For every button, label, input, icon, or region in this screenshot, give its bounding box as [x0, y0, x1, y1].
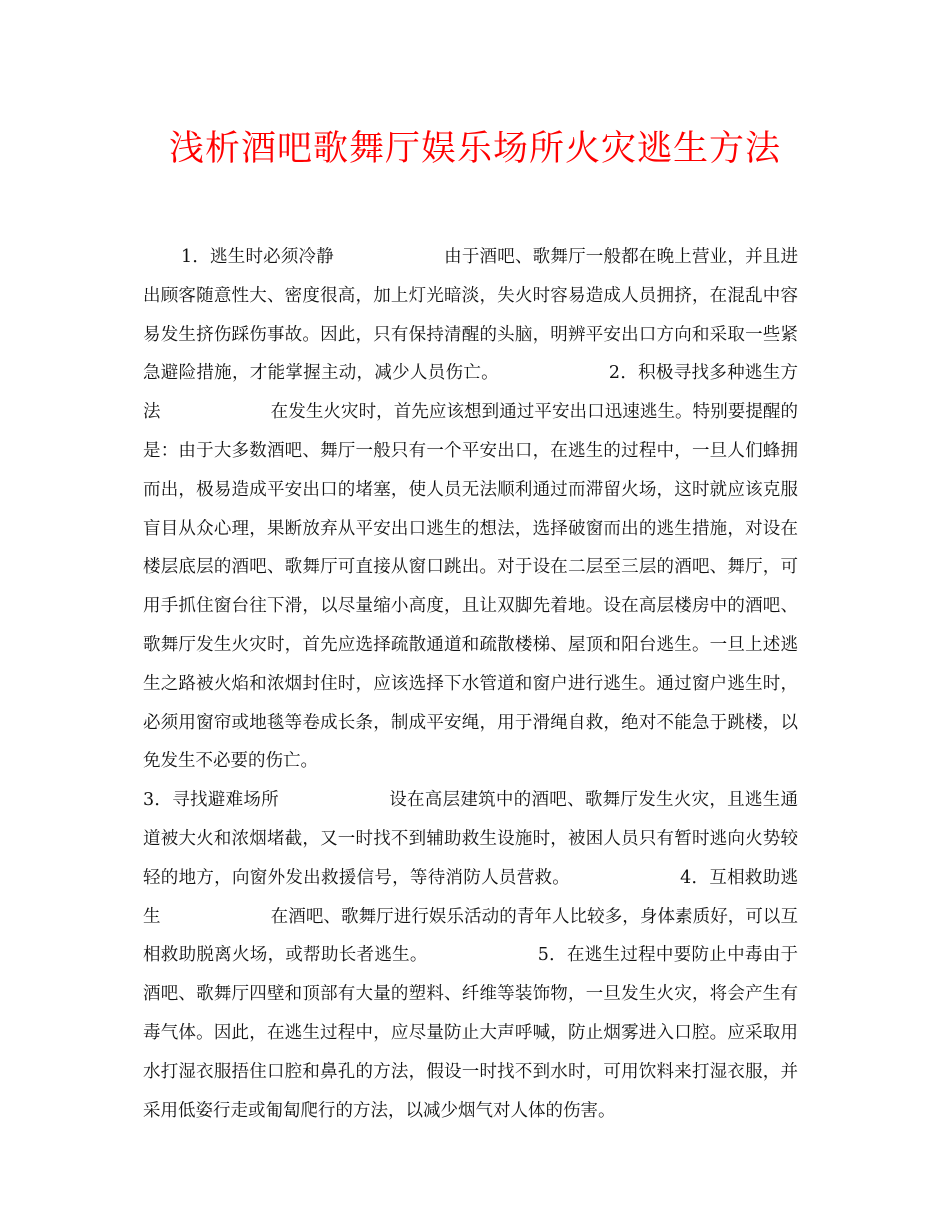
section-1-text: 由于酒吧、歌舞厅一般都在晚上营业，并且进出顾客随意性大、密度很高，加上灯光暗淡，失火时容易造成人员拥挤，在混乱中容易发生挤伤踩伤事故。因此，只有保持清醒的头脑，明辨平安出口方向和采取一些紧急避险措施，才能掌握主动，减少人员伤亡。	[143, 247, 798, 384]
section-5-text: 由于酒吧、歌舞厅四壁和顶部有大量的塑料、纤维等装饰物，一旦发生火灾，将会产生有毒气体。因此，在逃生过程中，应尽量防止大声呼喊，防止烟雾进入口腔。应采取用水打湿衣服捂住口腔和鼻孔的方法，假设一时找不到水时，可用饮料来打湿衣服，并采用低姿行走或匍匐爬行的方法，以减少烟气对人体的伤害。	[143, 945, 799, 1121]
section-2-text: 在发生火灾时，首先应该想到通过平安出口迅速逃生。特别要提醒的是：由于大多数酒吧、舞厅一般只有一个平安出口，在逃生的过程中，一旦人们蜂拥而出，极易造成平安出口的堵塞，使人员无法顺利通过而滞留火场，这时就应该克服盲目从众心理，果断放弃从平安出口逃生的想法，选择破窗而出的逃生措施，对设在楼层底层的酒吧、歌舞厅可直接从窗口跳出。对于设在二层至三层的酒吧、舞厅，可用手抓住窗台往下滑，以尽量缩小高度，且让双脚先着地。设在高层楼房中的酒吧、歌舞厅发生火灾时，首先应选择疏散通道和疏散楼梯、屋顶和阳台逃生。一旦上述逃生之路被火焰和浓烟封住时，应该选择下水管道和窗户进行逃生。通过窗户逃生时，必须用窗帘或地毯等卷成长条，制成平安绳，用于滑绳自救，绝对不能急于跳楼，以免发生不必要的伤亡。	[143, 402, 799, 772]
section-4-text: 在酒吧、歌舞厅进行娱乐活动的青年人比较多，身体素质好，可以互相救助脱离火场，或帮助长者逃生。	[143, 906, 799, 966]
paragraph-second	[143, 781, 798, 1130]
section-3-heading: 3．寻找避难场所	[143, 790, 279, 811]
section-5-heading: 5．在逃生过程中要防止中毒	[537, 945, 763, 966]
section-1-heading: 1．逃生时必须冷静	[181, 247, 334, 267]
section-2-heading: 2．积极寻找多种逃生方法	[143, 363, 798, 423]
section-4-heading: 4．互相救助逃生	[143, 867, 798, 927]
document-title: 浅析酒吧歌舞厅娱乐场所火灾逃生方法	[168, 129, 781, 169]
section-3-text: 设在高层建筑中的酒吧、歌舞厅发生火灾，且逃生通道被大火和浓烟堵截，又一时找不到辅助救生设施时，被困人员只有暂时逃向火势较轻的地方，向窗外发出救援信号，等待消防人员营救。	[143, 790, 798, 888]
paragraph-main	[143, 238, 798, 781]
document-body	[143, 238, 798, 1130]
